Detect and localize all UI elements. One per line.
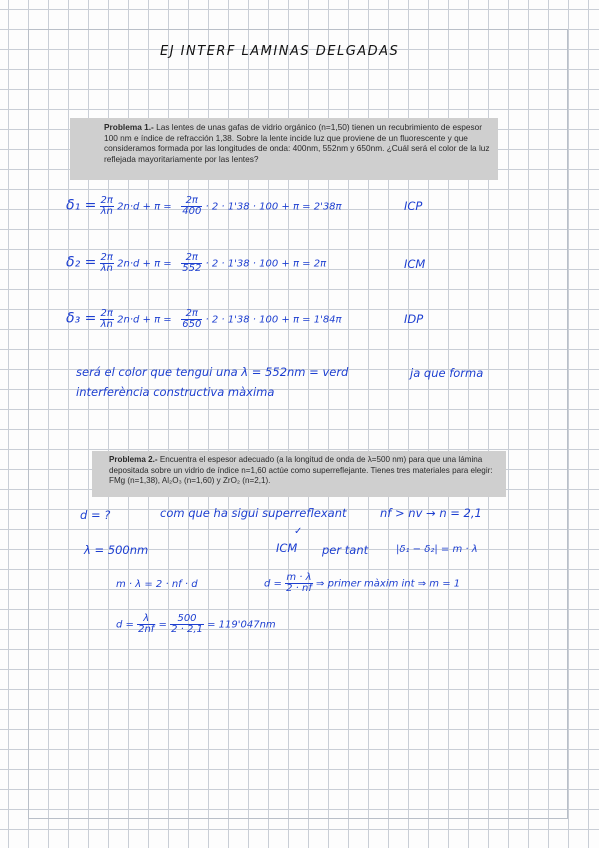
final-lhs: d = — [116, 619, 134, 631]
wavelength-value: λ = 500nm — [84, 543, 149, 557]
delta-2-rest: · 2 · 1'38 · 100 + π = 2π — [205, 258, 327, 270]
page-heading: EJ INTERF LAMINAS DELGADAS — [160, 44, 400, 59]
thickness-formula-lhs: d = — [264, 578, 282, 590]
delta-3-lhs: δ₃ = — [66, 310, 97, 327]
delta-row-3 — [66, 309, 342, 330]
problem-1-label: Problema 1.- — [104, 122, 154, 132]
delta-2-frac1: $\frac{2\pi}{\lambda n}$ — [100, 252, 113, 274]
problem-1-text: Las lentes de unas gafas de vidrio orgánico (n=1,50) tienen un recubrimiento de espesor 100 nm e índice de refracción 1,38. Sobre la lente incide luz que proviene de un fluorescente y que consideramos formada por las longitudes de onda: 400nm, 552nm y 650nm. ¿Cuál será el color de la luz reflejada mayoritariamente por las lentes? — [104, 122, 490, 164]
problem-1-box — [70, 118, 498, 180]
phase-condition: |δ₁ − δ₂| = m · λ — [396, 544, 478, 555]
per-tant-label: per tant — [322, 543, 369, 557]
delta-2-lhs: δ₂ = — [66, 254, 97, 271]
delta-3-frac2: $\frac{2\pi}{650}$ — [182, 308, 202, 330]
conclusion-line-1-right: ja que forma — [410, 366, 484, 380]
d-question: d = ? — [80, 508, 111, 522]
icm-label: ICM — [276, 541, 298, 555]
thickness-formula — [264, 573, 460, 594]
delta-2-frac2: $\frac{2\pi}{552}$ — [182, 252, 202, 274]
delta-3-mid: 2n·d + π = — [117, 314, 172, 326]
problem-2-label: Problema 2.- — [109, 455, 158, 464]
final-thickness — [116, 614, 276, 635]
index-condition: nf > nv → n = 2,1 — [380, 506, 482, 520]
final-equals: = — [158, 619, 167, 631]
problem-2-text: Encuentra el espesor adecuado (a la longitud de onda de λ=500 nm) para que una lámina depositada sobre un vidrio de índice n=1,60 actúe como superreflejante. Tienes tres materiales para elegir: FMg (n=1,38), Al₂O₃ (n=1,60) y ZrO₂ (n=2,1). — [109, 455, 493, 486]
delta-3-result: IDP — [404, 312, 424, 326]
reasoning-text: com que ha sigui superreflexant — [160, 506, 347, 520]
delta-3-rest: · 2 · 1'38 · 100 + π = 1'84π — [205, 314, 342, 326]
delta-2-mid: 2n·d + π = — [117, 258, 172, 270]
check-mark: ✓ — [294, 526, 303, 537]
conclusion-line-2: interferència constructiva màxima — [76, 385, 275, 399]
delta-1-rest: · 2 · 1'38 · 100 + π = 2'38π — [205, 201, 342, 213]
interference-equation: m · λ = 2 · nf · d — [116, 579, 198, 590]
delta-row-1 — [66, 196, 342, 217]
final-result: = 119'047nm — [207, 619, 276, 631]
final-frac-2: $\frac{500}{2 \cdot 2,1}$ — [171, 613, 203, 635]
problem-2-box — [92, 451, 506, 497]
delta-1-lhs: δ₁ = — [66, 197, 97, 214]
thickness-formula-frac: $\frac{m \cdot \lambda}{2 \cdot nf}$ — [286, 572, 312, 594]
final-frac-1: $\frac{\lambda}{2nf}$ — [138, 613, 155, 635]
conclusion-line-1: será el color que tengui una λ = 552nm = verd — [76, 365, 349, 379]
delta-3-frac1: $\frac{2\pi}{\lambda n}$ — [100, 308, 113, 330]
delta-row-2 — [66, 253, 326, 274]
delta-1-result: ICP — [404, 199, 423, 213]
delta-1-frac2: $\frac{2\pi}{400}$ — [182, 195, 202, 217]
first-maximum-note: ⇒ primer màxim int ⇒ m = 1 — [316, 578, 461, 590]
delta-1-mid: 2n·d + π = — [117, 201, 172, 213]
delta-1-frac1: $\frac{2\pi}{\lambda n}$ — [100, 195, 113, 217]
delta-2-result: ICM — [404, 257, 426, 271]
